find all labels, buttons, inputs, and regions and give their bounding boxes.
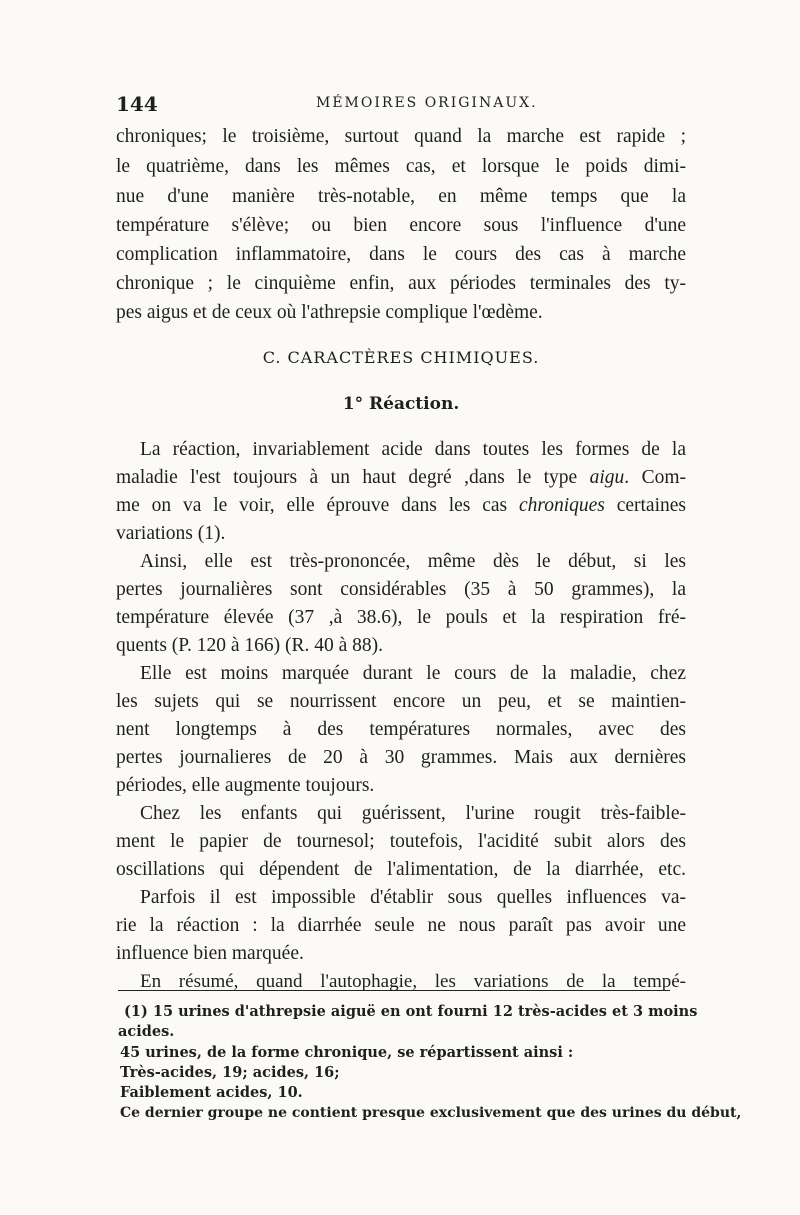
italic-word: chroniques (518, 495, 605, 516)
footnote-line: Faiblement acides, 10. (120, 1084, 303, 1101)
page-number: 144 (116, 92, 158, 116)
footnote-line: Très-acides, 19; acides, 16; (120, 1064, 340, 1081)
text-line: le quatrième, dans les mêmes cas, et lorsque le poids dimi- (116, 156, 686, 177)
text-line: Chez les enfants qui guérissent, l'urine rougit très-faible- (140, 803, 686, 824)
text-line: nent longtemps à des températures normales, avec des (116, 719, 686, 740)
text-line: température élevée (37 ,à 38.6), le pouls et la respiration fré- (116, 607, 686, 628)
text-line: complication inflammatoire, dans le cours des cas à marche (116, 244, 686, 265)
text-line: En résumé, quand l'autophagie, les variations de la tempé- (140, 971, 686, 992)
text-line: pertes journalières sont considérables (35 à 50 grammes), la (116, 579, 686, 600)
text-line: pertes journalieres de 20 à 30 grammes. Mais aux dernières (116, 747, 686, 768)
text-line: ment le papier de tournesol; toutefois, l'acidité subit alors des (116, 831, 686, 852)
text-line (116, 493, 686, 519)
text-line: Elle est moins marquée durant le cours de la maladie, chez (140, 663, 686, 684)
text-line: rie la réaction : la diarrhée seule ne nous paraît pas avoir une (116, 915, 686, 936)
text-line: influence bien marquée. (116, 943, 304, 964)
text-line: chroniques; le troisième, surtout quand la marche est rapide ; (116, 126, 686, 147)
footnote-rule (118, 990, 670, 991)
text-span: me on va le voir, elle éprouve dans les cas (116, 495, 519, 516)
running-head (116, 92, 686, 118)
italic-word: aigu (589, 467, 625, 488)
text-line: variations (1). (116, 523, 226, 544)
text-line: périodes, elle augmente toujours. (116, 775, 375, 796)
text-line: Parfois il est impossible d'établir sous quelles influences va- (140, 887, 686, 908)
text-line: Ainsi, elle est très-prononcée, même dès le début, si les (140, 551, 686, 572)
footnote-line: acides. (118, 1023, 175, 1040)
text-span: maladie l'est toujours à un haut degré ,dans le type (116, 467, 590, 488)
footnote-line: Ce dernier groupe ne contient presque exclusivement que des urines du début, (120, 1105, 742, 1121)
text-line: La réaction, invariablement acide dans toutes les formes de la (140, 439, 686, 460)
text-line: chronique ; le cinquième enfin, aux périodes terminales des ty- (116, 273, 686, 294)
text-line (116, 465, 686, 491)
text-span: certaines (604, 495, 686, 516)
running-title: MÉMOIRES ORIGINAUX. (316, 95, 538, 111)
text-line: les sujets qui se nourrissent encore un peu, et se maintien- (116, 691, 686, 712)
footnote-line: 45 urines, de la forme chronique, se répartissent ainsi : (120, 1044, 574, 1061)
text-line: nue d'une manière très-notable, en même temps que la (116, 186, 686, 207)
footnote-line: (1) 15 urines d'athrepsie aiguë en ont fourni 12 très-acides et 3 moins (124, 1003, 698, 1020)
text-line: température s'élève; ou bien encore sous l'influence d'une (116, 215, 686, 236)
section-heading: C. CARACTÈRES CHIMIQUES. (262, 348, 540, 367)
text-span: . Com- (624, 467, 686, 488)
text-line: pes aigus et de ceux où l'athrepsie complique l'œdème. (116, 302, 543, 323)
text-line: quents (P. 120 à 166) (R. 40 à 88). (116, 635, 384, 656)
subsection-heading: 1° Réaction. (342, 394, 460, 414)
text-line: oscillations qui dépendent de l'alimentation, de la diarrhée, etc. (116, 859, 686, 880)
